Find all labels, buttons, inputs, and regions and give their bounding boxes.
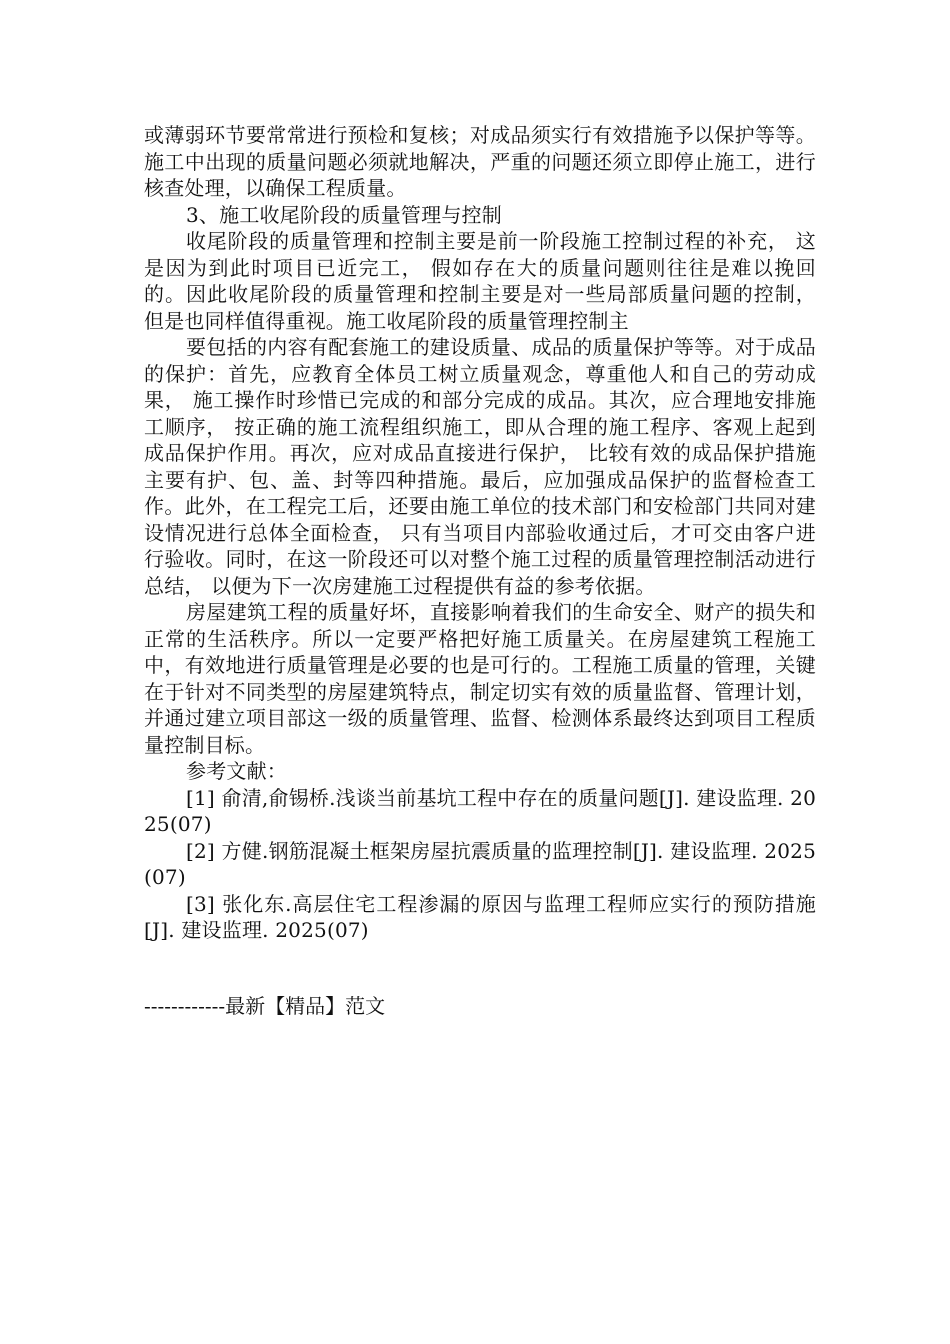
footer-label: ------------最新【精品】范文 bbox=[144, 994, 386, 1018]
body-paragraph: 房屋建筑工程的质量好坏，直接影响着我们的生命安全、财产的损失和正常的生活秩序。所以一定要严格把好施工质量关。在房屋建筑工程施工中，有效地进行质量管理是必要的也是可行的。工程施工质量的管理，关键在于针对不同类型的房屋建筑特点，制定切实有效的质量监督、管理计划，并通过建立项目部这一级的质量管理、监督、检测体系最终达到项目工程质量控制目标。 bbox=[144, 600, 816, 757]
reference-item: [1] 俞清,俞锡桥.浅谈当前基坑工程中存在的质量问题[J]. 建设监理. 2025(07) bbox=[144, 785, 816, 836]
document-body bbox=[144, 122, 816, 944]
reference-item: [2] 方健.钢筋混凝土框架房屋抗震质量的监理控制[J]. 建设监理. 2025(07) bbox=[144, 838, 816, 889]
reference-item: [3] 张化东.高层住宅工程渗漏的原因与监理工程师应实行的预防措施[J]. 建设监理. 2025(07) bbox=[144, 891, 816, 942]
body-paragraph: 要包括的内容有配套施工的建设质量、成品的质量保护等等。对于成品的保护：首先，应教育全体员工树立质量观念，尊重他人和自己的劳动成果， 施工操作时珍惜已完成的和部分完成的成品。其次，应合理地安排施工顺序， 按正确的施工流程组织施工，即从合理的施工程序、客观上起到成品保护作用。再次，应对成品直接进行保护， 比较有效的成品保护措施主要有护、包、盖、封等四种措施。最后，应加强成品保护的监督检查工作。此外，在工程完工后，还要由施工单位的技术部门和安检部门共同对建设情况进行总体全面检查， 只有当项目内部验收通过后，才可交由客户进行验收。同时，在这一阶段还可以对整个施工过程的质量管理控制活动进行总结， 以便为下一次房建施工过程提供有益的参考依据。 bbox=[144, 335, 816, 598]
body-paragraph: 或薄弱环节要常常进行预检和复核；对成品须实行有效措施予以保护等等。施工中出现的质量问题必须就地解决，严重的问题还须立即停止施工，进行核查处理，以确保工程质量。 bbox=[144, 123, 816, 200]
references-heading: 参考文献： bbox=[186, 759, 287, 783]
section-heading: 3、施工收尾阶段的质量管理与控制 bbox=[186, 202, 502, 227]
body-paragraph: 收尾阶段的质量管理和控制主要是前一阶段施工控制过程的补充， 这是因为到此时项目已近完工， 假如存在大的质量问题则往往是难以挽回的。因此收尾阶段的质量管理和控制主要是对一些局部质量问题的控制， 但是也同样值得重视。施工收尾阶段的质量管理控制主 bbox=[144, 229, 816, 333]
